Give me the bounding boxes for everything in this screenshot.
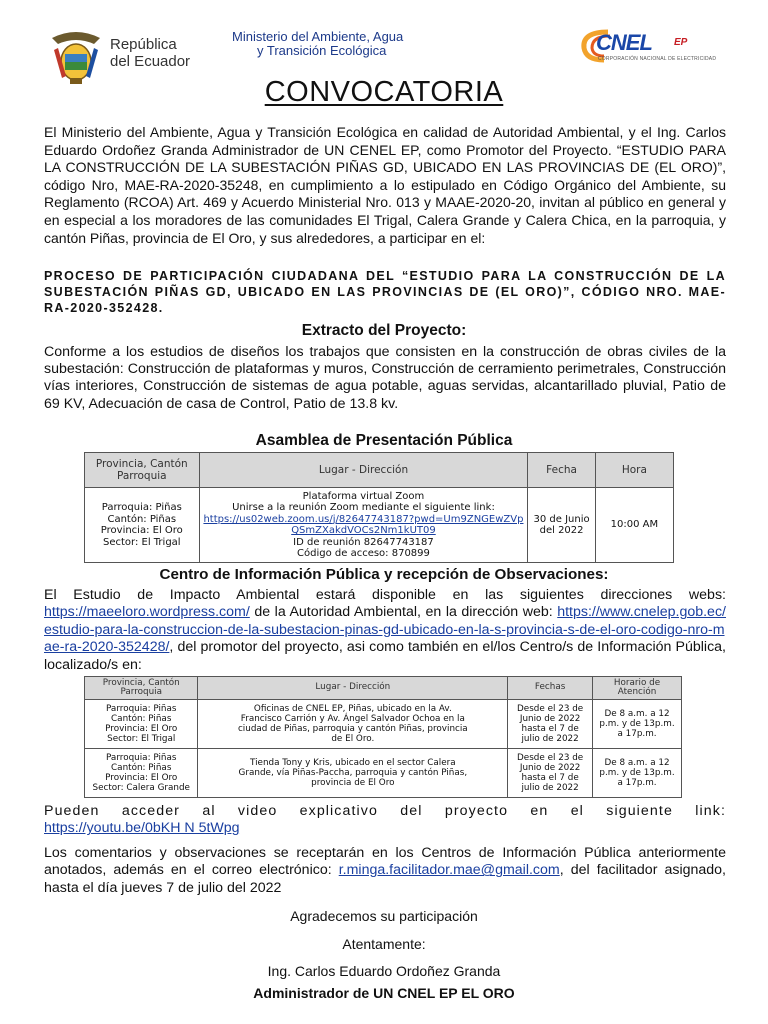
cnel-web-link[interactable]: https://www.cnelep.gob.ec/estudio-para-la-construccion-de-la-subestacion-pinas-gd-ubicado-en-la-s-provincia-s-de-el-oro-codigo-nro-mae-ra-2020-352428/ [44,604,726,656]
address-line: Plataforma virtual Zoom [302,490,425,502]
ministry-web-link[interactable]: https://maeeloro.wordpress.com/ [44,604,250,621]
location-cell [85,700,198,749]
regards-text: Atentamente: [342,936,426,952]
extract-title: Extracto del Proyecto: [301,322,467,339]
location-line: Provincia: El Oro [105,773,178,783]
video-text: Pueden acceder al video explicativo del proyecto en el siguiente link: [44,803,726,819]
document-title: CONVOCATORIA [264,76,504,108]
table-header-row [85,677,682,700]
cnel-subtitle: CORPORACIÓN NACIONAL DE ELECTRICIDAD [598,56,717,62]
address-cell: Oficinas de CNEL EP, Piñas, ubicado en la Av. Francisco Carrión y Av. Ángel Salvador Ochoa en la ciudad de Piñas, parroquia y cantón Piñas, provincia de El Oro. [198,700,508,749]
info-paragraph [44,587,726,674]
location-line: Cantón: Piñas [111,714,172,724]
table-row [85,700,682,749]
address-cell: Tienda Tony y Kris, ubicado en el sector Calera Grande, vía Piñas-Paccha, parroquia y cantón Piñas, provincia de El Oro [198,749,508,798]
location-line: Parroquia: Piñas [101,502,182,513]
comments-text: Los comentarios y observaciones se receptarán en los Centros de Información Pública anteriormente anotados, además en el correo electrónico: [44,845,726,879]
column-header: Fechas [508,677,593,700]
location-line: Provincia: El Oro [100,525,183,536]
location-line: Sector: El Trigal [107,734,176,744]
ministry-name [232,30,403,58]
column-header: Provincia, Cantón Parroquia [85,453,200,488]
comments-paragraph [44,845,726,897]
column-header: Lugar - Dirección [199,453,528,488]
info-text: , del promotor del proyecto, asi como también en el/los Centro/s de Información Pública, localizado/s en: [44,639,726,673]
dates-cell: Desde el 23 de Junio de 2022 hasta el 7 de julio de 2022 [508,700,593,749]
location-line: Parroquia: Piñas [106,704,177,714]
info-text: de la Autoridad Ambiental, en la dirección web: [249,604,553,621]
meeting-id: ID de reunión 82647743187 [293,536,434,548]
hours-cell: De 8 a.m. a 12 p.m. y de 13p.m. a 17p.m. [593,749,682,798]
column-header: Provincia, Cantón Parroquia [85,677,198,700]
address-cell [199,488,528,563]
location-line: Provincia: El Oro [105,724,178,734]
republic-line-2: del Ecuador [110,53,191,70]
address-line: Unirse a la reunión Zoom mediante el siguiente link: [232,502,495,513]
hours-cell: De 8 a.m. a 12 p.m. y de 13p.m. a 17p.m. [593,700,682,749]
location-cell [85,749,198,798]
centers-table [84,676,682,798]
table-header-row [85,453,674,488]
location-line: Parroquia: Piñas [106,753,177,763]
video-link[interactable]: https://youtu.be/0bKH N 5tWpg [44,820,240,837]
location-cell [85,488,200,563]
table-row [85,749,682,798]
info-text: El Estudio de Impacto Ambiental estará disponible en las siguientes direcciones webs: [44,587,726,603]
info-title: Centro de Información Pública y recepción de Observaciones: [159,566,609,583]
column-header: Fecha [528,453,595,488]
republic-name [110,36,190,70]
time-cell: 10:00 AM [595,488,673,563]
column-header: Horario de Atención [593,677,682,700]
process-heading: PROCESO DE PARTICIPACIÓN CIUDADANA DEL “ESTUDIO PARA LA CONSTRUCCIÓN DE LA SUBESTACIÓN PIÑAS GD, UBICADO EN LAS PROVINCIAS DE (EL ORO)”, CÓDIGO NRO. MAE-RA-2020-352428. [44,269,726,315]
date-cell: 30 de Junio del 2022 [528,488,595,563]
intro-paragraph: El Ministerio del Ambiente, Agua y Transición Ecológica en calidad de Autoridad Ambiental, y el Ing. Carlos Eduardo Ordoñez Granda Administrador de UN CENEL EP, como Promotor del Proyecto. “ESTUDIO PARA LA CONSTRUCCIÓN DE LA SUBESTACIÓN PIÑAS GD, UBICADO EN LAS PROVINCIAS DE (EL ORO)”, código Nro, MAE-RA-2020-35248, en cumplimiento a lo estipulado en Código Orgánico del Ambiente, su Reglamento (RCOA) Art. 469 y Acuerdo Ministerial Nro. 013 y MAAE-2020-20, invitan al público en general y en especial a los moradores de las comunidades El Trigal, Calera Grande y Calera Chica, en la parroquia, y cantón Piñas, provincia de El Oro, y sus alrededores, a participar en el: [44,124,726,246]
cnel-logo [578,26,728,72]
cnel-wordmark: CNEL [596,30,652,55]
zoom-link[interactable]: https://us02web.zoom.us/j/82647743187?pwd=Um9ZNGEwZVpQSmZXakdVOCs2Nm1kUT09 [203,513,524,536]
table-row [85,488,674,563]
cnel-ep-mark: EP [674,37,688,48]
location-line: Sector: Calera Grande [92,783,190,793]
extract-paragraph: Conforme a los estudios de diseños los trabajos que consisten en la construcción de obras civiles de la subestación: Construcción de plataformas y muros, Construcción de cerramiento perimetrales, Construcción vías interiores, Construcción de sistemas de agua potable, aguas servidas, alcantarillado pluvial, Patio de 69 KV, Adecuación de casa de Control, Patio de 13.8 kv. [44,344,726,412]
republic-line-1: República [110,36,177,53]
video-paragraph [44,803,726,838]
facilitator-email-link[interactable]: r.minga.facilitador.mae@gmail.com [338,862,560,879]
signer-name: Ing. Carlos Eduardo Ordoñez Granda [267,963,501,979]
ministry-line-2: y Transición Ecológica [257,43,387,58]
column-header: Hora [595,453,673,488]
location-line: Cantón: Piñas [111,763,172,773]
signer-role: Administrador de UN CNEL EP EL ORO [253,985,515,1001]
access-code: Código de acceso: 870899 [297,548,430,559]
dates-cell: Desde el 23 de Junio de 2022 hasta el 7 de julio de 2022 [508,749,593,798]
location-line: Cantón: Piñas [107,513,177,525]
assembly-table [84,452,674,563]
column-header: Lugar - Dirección [198,677,508,700]
location-line: Sector: El Trigal [103,536,181,548]
comments-text: , del facilitador asignado, hasta el día jueves 7 de julio del 2022 [44,862,727,896]
thanks-text: Agradecemos su participación [290,908,478,924]
ministry-line-1: Ministerio del Ambiente, Agua [232,29,404,44]
assembly-title: Asamblea de Presentación Pública [255,432,513,449]
